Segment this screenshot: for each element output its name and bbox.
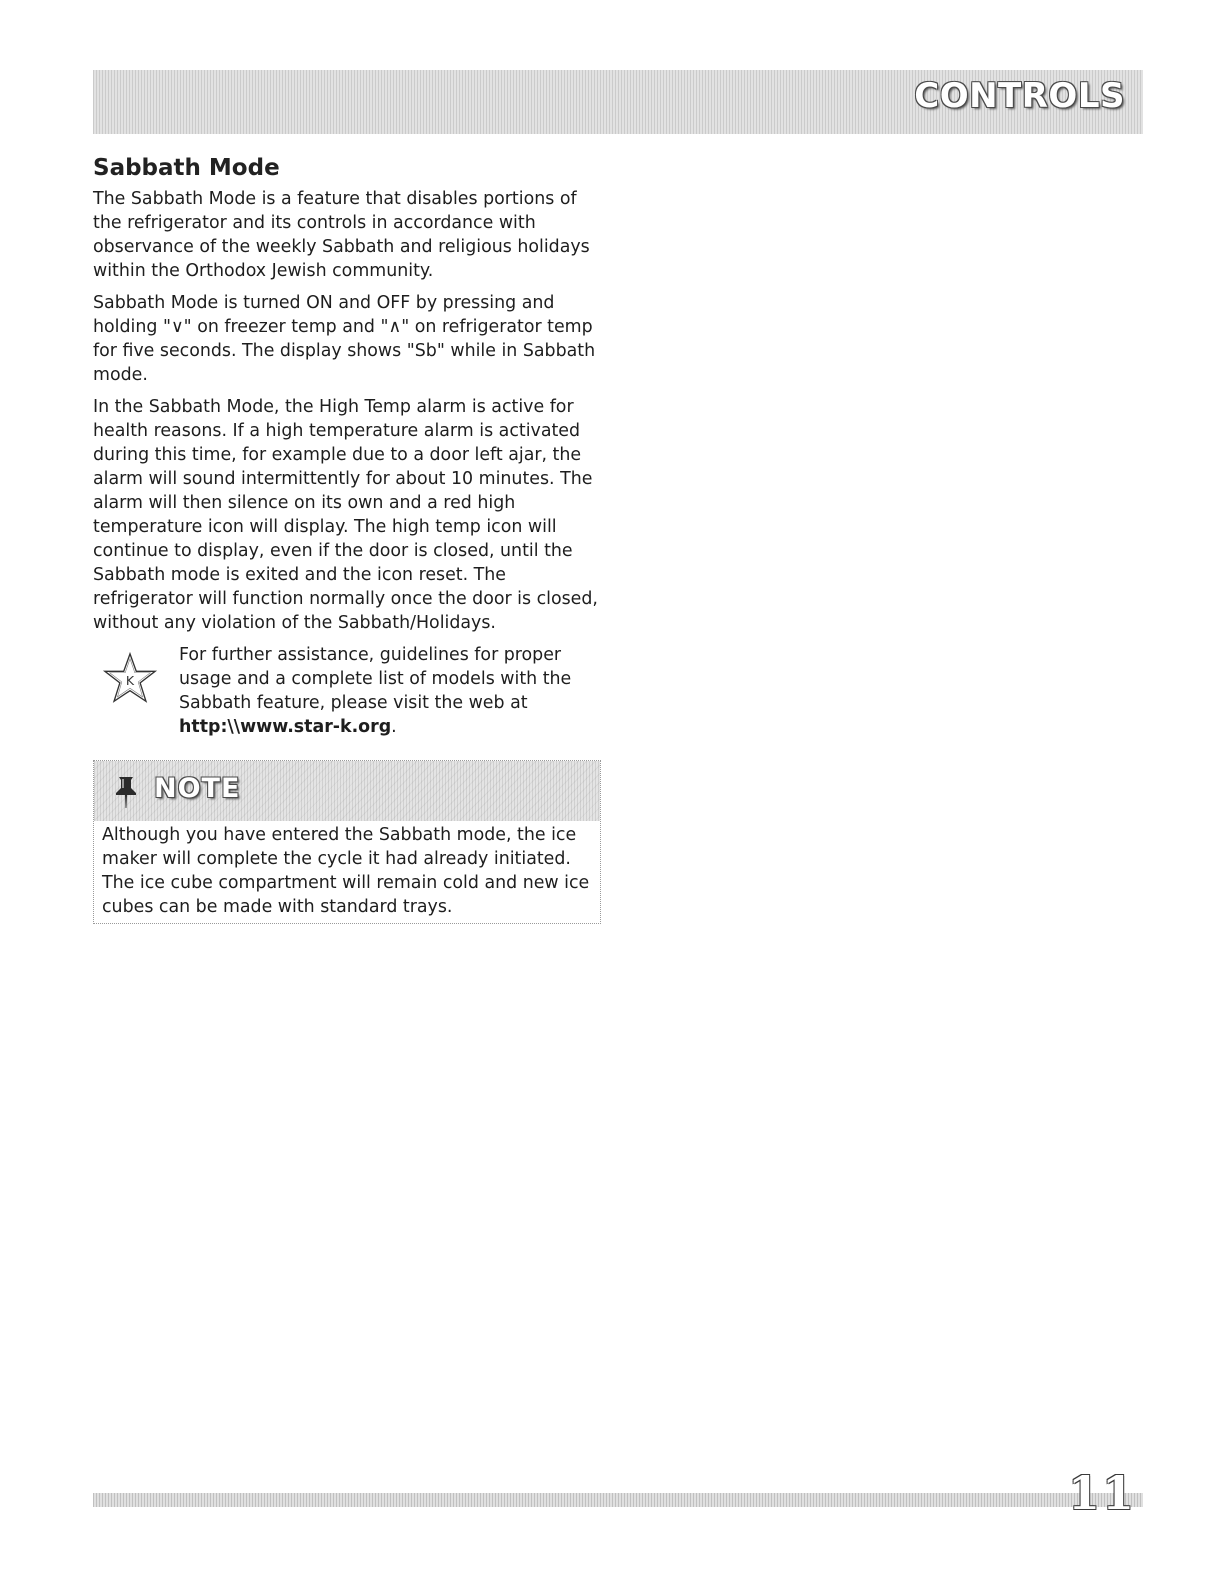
footer-band <box>93 1493 1143 1507</box>
note-header <box>94 761 600 821</box>
page-number: 11 <box>1068 1466 1137 1520</box>
section-header-title: CONTROLS <box>914 76 1125 116</box>
note-box <box>93 760 601 924</box>
paragraph-alarm: In the Sabbath Mode, the High Temp alarm is active for health reasons. If a high temperature alarm is activated during this time, for example due to a door left ajar, the alarm will sound intermittently for about 10 minutes. The alarm will then silence on its own and a red high temperature icon will display. The high temp icon will continue to display, even if the door is closed, until the Sabbath mode is exited and the icon reset. The refrigerator will function normally once the door is closed, without any violation of the Sabbath/Holidays. <box>93 397 598 633</box>
star-k-letter: K <box>125 672 135 688</box>
header-band <box>93 70 1143 134</box>
star-k-text <box>179 643 599 739</box>
star-k-icon <box>101 651 159 709</box>
star-k-info <box>93 643 603 741</box>
star-k-trailing: . <box>391 717 397 737</box>
star-k-description: For further assistance, guidelines for proper usage and a complete list of models with the Sabbath feature, please visit the web at <box>179 645 572 713</box>
star-k-link[interactable]: http:\\www.star-k.org <box>179 717 392 737</box>
page-title: Sabbath Mode <box>93 155 280 181</box>
paragraph-activation: Sabbath Mode is turned ON and OFF by pressing and holding "∨" on freezer temp and "∧" on refrigerator temp for five seconds. The display shows "Sb" while in Sabbath mode. <box>93 293 596 385</box>
note-title: NOTE <box>154 773 241 804</box>
note-body: Although you have entered the Sabbath mode, the ice maker will complete the cycle it had already initiated. The ice cube compartment will remain cold and new ice cubes can be made with standard trays. <box>102 825 590 917</box>
pushpin-icon <box>114 775 138 809</box>
main-content <box>93 155 603 741</box>
paragraph-intro: The Sabbath Mode is a feature that disables portions of the refrigerator and its controls in accordance with observance of the weekly Sabbath and religious holidays within the Orthodox Jewish community. <box>93 189 590 281</box>
